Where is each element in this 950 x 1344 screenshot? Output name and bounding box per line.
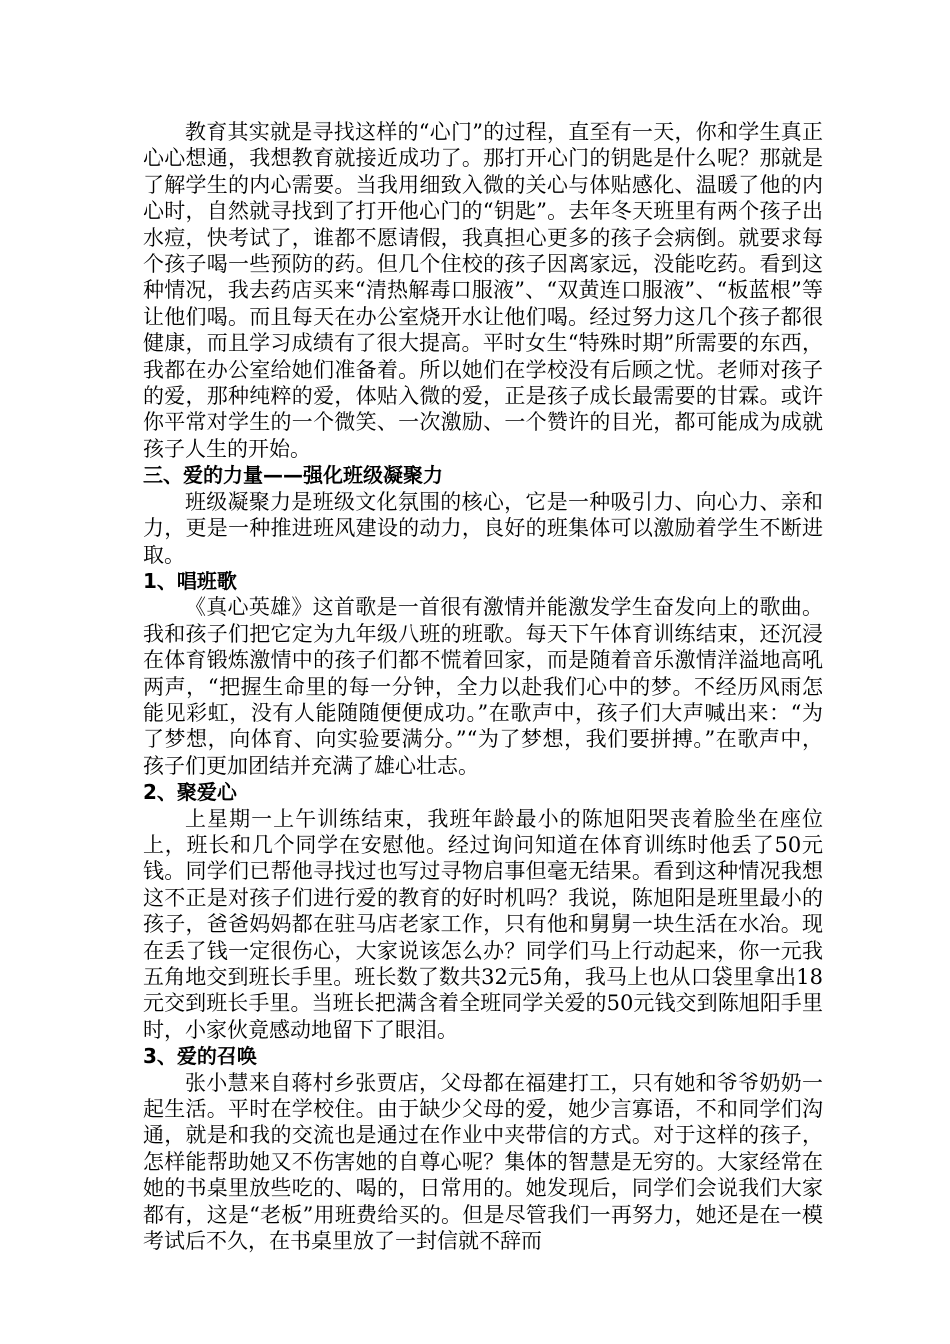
body-paragraph: 教育其实就是寻找这样的“心门”的过程，直至有一天，你和学生真正心心想通，我想教育就接近成功了。那打开心门的钥匙是什么呢？那就是了解学生的内心需要。当我用细致入微的关心与体贴感化、温暖了他的内心时，自然就寻找到了打开他心门的“钥匙”。去年冬天班里有两个孩子出水痘，快考试了，谁都不愿请假，我真担心更多的孩子会病倒。就要求每个孩子喝一些预防的药。但几个住校的孩子因离家远，没能吃药。看到这种情况，我去药店买来“清热解毒口服液”、“双黄连口服液”、“板蓝根”等让他们喝。而且每天在办公室烧开水让他们喝。经过努力这几个孩子都很健康，而且学习成绩有了很大提高。平时女生“特殊时期”所需要的东西，我都在办公室给她们准备着。所以她们在学校没有后顾之忧。老师对孩子的爱，那种纯粹的爱，体贴入微的爱，正是孩子成长最需要的甘霖。或许你平常对学生的一个微笑、一次激励、一个赞许的目光，都可能成为成就孩子人生的开始。 <box>143 120 823 461</box>
body-paragraph: 上星期一上午训练结束，我班年龄最小的陈旭阳哭丧着脸坐在座位上，班长和几个同学在安慰他。经过询问知道在体育训练时他丢了50元钱。同学们已帮他寻找过也写过寻物启事但毫无结果。看到这种情况我想这不正是对孩子们进行爱的教育的好时机吗？我说，陈旭阳是班里最小的孩子，爸爸妈妈都在驻马店老家工作，只有他和舅舅一块生活在水冶。现在丢了钱一定很伤心，大家说该怎么办？同学们马上行动起来，你一元我五角地交到班长手里。班长数了数共32元5角，我马上也从口袋里拿出18元交到班长手里。当班长把满含着全班同学关爱的50元钱交到陈旭阳手里时，小家伙竟感动地留下了眼泪。 <box>143 806 823 1042</box>
body-paragraph: 《真心英雄》这首歌是一首很有激情并能激发学生奋发向上的歌曲。我和孩子们把它定为九年级八班的班歌。每天下午体育训练结束，还沉浸在体育锻炼激情中的孩子们都不慌着回家，而是随着音乐激情洋溢地高吼两声，“把握生命里的每一分钟，全力以赴我们心中的梦。不经历风雨怎能见彩虹，没有人能随随便便成功。”在歌声中，孩子们大声喊出来：“为了梦想，向体育、向实验要满分。”“为了梦想，我们要拼搏。”在歌声中，孩子们更加团结并充满了雄心壮志。 <box>143 595 823 778</box>
subsection-heading: 1、唱班歌 <box>143 568 237 593</box>
subsection-heading: 3、爱的召唤 <box>143 1044 257 1069</box>
section-heading: 三、爱的力量——强化班级凝聚力 <box>143 463 443 488</box>
body-paragraph: 张小慧来自蒋村乡张贾店，父母都在福建打工，只有她和爷爷奶奶一起生活。平时在学校住。由于缺少父母的爱，她少言寡语，不和同学们沟通，就是和我的交流也是通过在作业中夹带信的方式。对于这样的孩子，怎样能帮助她又不伤害她的自尊心呢？集体的智慧是无穷的。大家经常在她的书桌里放些吃的、喝的，日常用的。她发现后，同学们会说我们大家都有，这是“老板”用班费给买的。但是尽管我们一再努力，她还是在一模考试后不久，在书桌里放了一封信就不辞而 <box>143 1070 823 1254</box>
subsection-heading: 2、聚爱心 <box>143 780 237 805</box>
document-page <box>143 119 823 1254</box>
body-paragraph: 班级凝聚力是班级文化氛围的核心，它是一种吸引力、向心力、亲和力，更是一种推进班风建设的动力，良好的班集体可以激励着学生不断进取。 <box>143 489 823 567</box>
